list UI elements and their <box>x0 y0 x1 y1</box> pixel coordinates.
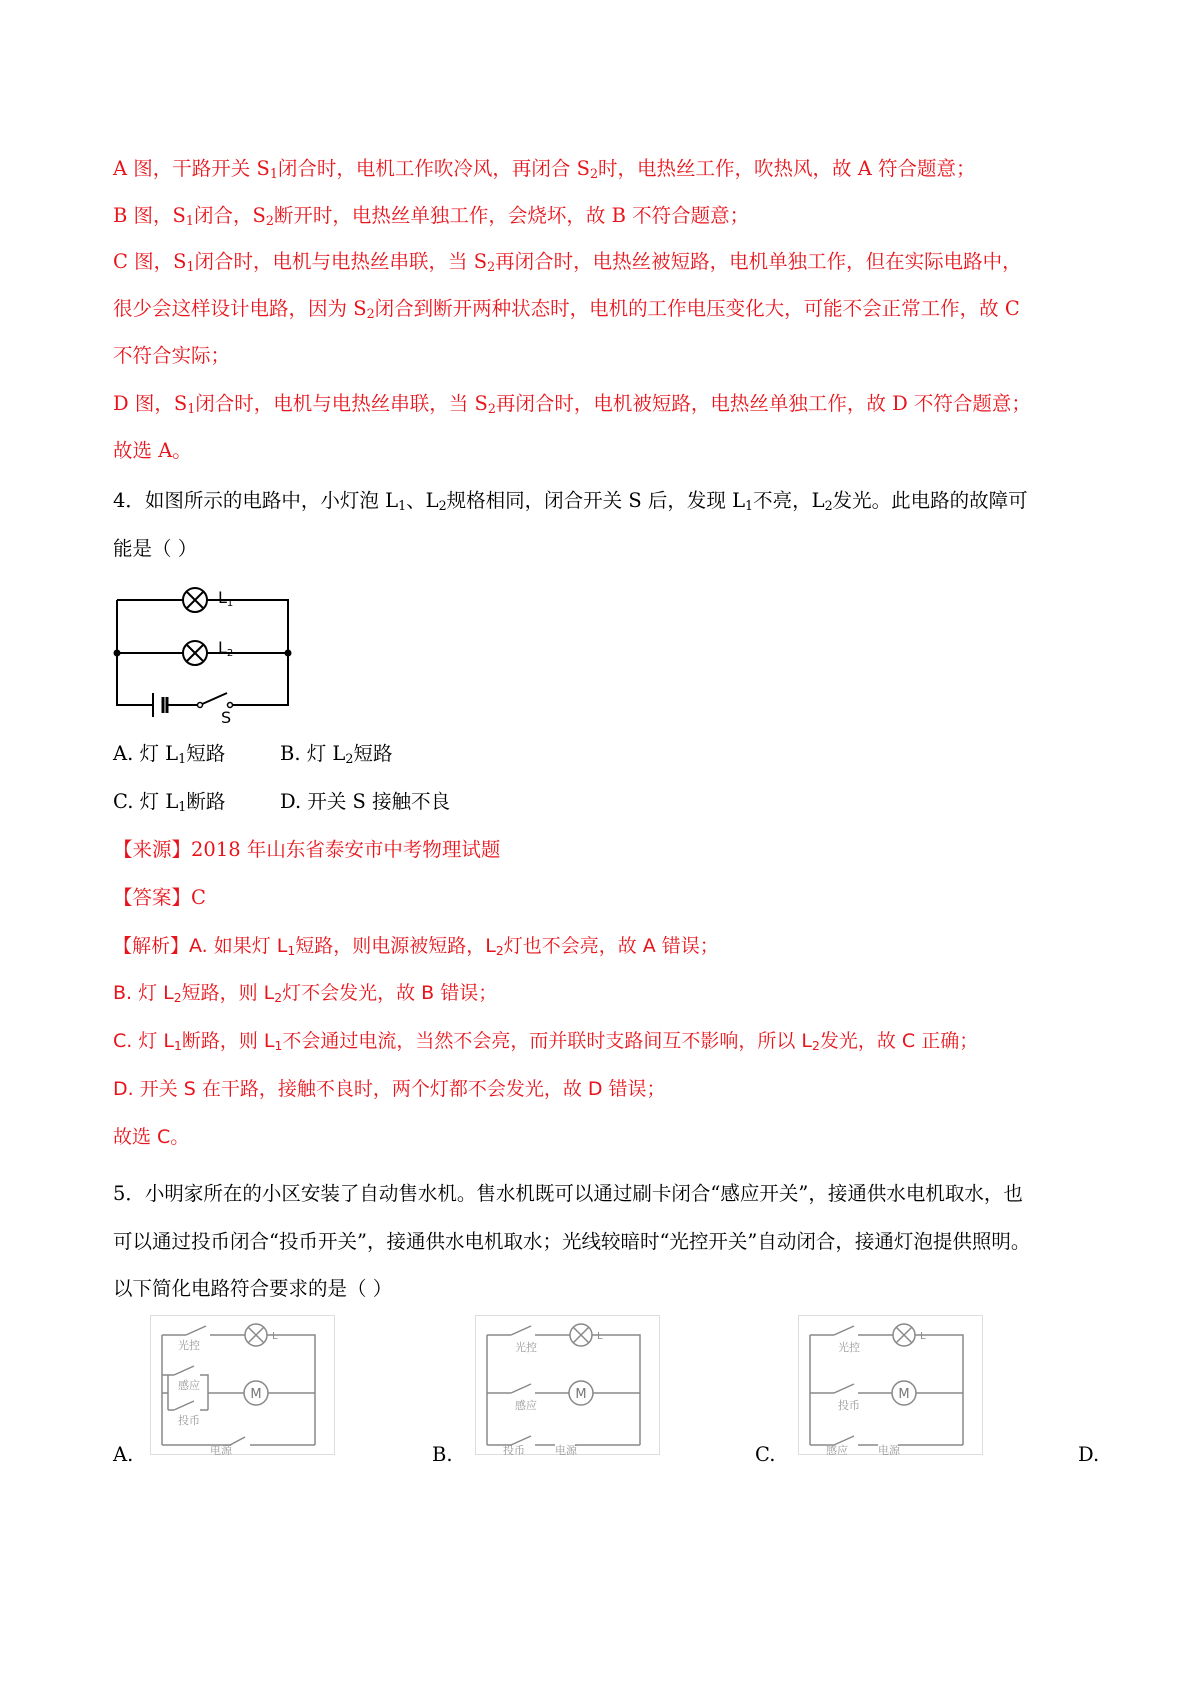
q3-analysis-d: D 图，$S_1$闭合时，电机与电热丝串联，当 $S_2$再闭合时，电机被短路，电热丝单独工作，故 D 不符合题意； <box>113 392 1031 417</box>
svg-text:L: L <box>920 1331 926 1342</box>
q5a-lamp-icon <box>245 1324 267 1346</box>
svg-text:投币: 投币 <box>503 1444 525 1455</box>
svg-text:光控: 光控 <box>515 1341 537 1354</box>
svg-text:感应: 感应 <box>826 1444 848 1455</box>
q3-analysis-c-3: 不符合实际； <box>113 344 231 367</box>
q5-stem-2: 可以通过投币闭合“投币开关”，接通供水电机取水；光线较暗时“光控开关”自动闭合，接通灯泡提供照明。 <box>113 1230 1031 1253</box>
q4-stem-2: 能是（ ） <box>113 537 198 560</box>
q4-option-d: D. 开关 S 接触不良 <box>280 790 451 813</box>
q5-option-b-label: B. <box>432 1443 453 1466</box>
q3-analysis-c-2: 很少会这样设计电路，因为 $S_2$闭合到断开两种状态时，电机的工作电压变化大，可能不会正常工作，故 C <box>113 297 1020 322</box>
svg-text:投币: 投币 <box>838 1399 860 1412</box>
q4-conclusion: 故选 C。 <box>113 1126 190 1148</box>
svg-text:M: M <box>250 1387 262 1402</box>
q5-option-a-label: A. <box>113 1443 134 1466</box>
battery-icon <box>153 693 167 717</box>
q4-option-c: C. 灯 $L_1$断路 <box>113 790 226 815</box>
svg-text:感应: 感应 <box>515 1399 537 1412</box>
lamp-l1-icon <box>183 588 207 612</box>
svg-text:M: M <box>575 1387 587 1402</box>
q3-analysis-a: A 图，干路开关 $S_1$闭合时，电机工作吹冷风，再闭合 $S_2$时，电热丝工作，吹热风，故 A 符合题意； <box>113 157 976 182</box>
lamp-l1-label: L1 <box>218 588 234 609</box>
q5-stem-1: 5．小明家所在的小区安装了自动售水机。售水机既可以通过刷卡闭合“感应开关”，接通供水电机取水，也 <box>113 1182 1023 1205</box>
svg-text:光控: 光控 <box>178 1339 200 1352</box>
q5-option-b-diagram <box>475 1315 660 1455</box>
svg-text:电源: 电源 <box>210 1444 232 1455</box>
q4-option-a: A. 灯 $L_1$短路 <box>113 742 226 767</box>
q5-option-a-diagram <box>150 1315 335 1455</box>
lamp-l2-icon <box>183 641 207 665</box>
q4-option-b: B. 灯 $L_2$短路 <box>280 742 393 767</box>
q4-analysis-a: 【解析】A. 如果灯 $L_1$短路，则电源被短路，$L_2$灯也不会亮，故 A 错误； <box>113 935 719 959</box>
q5-stem-3: 以下简化电路符合要求的是（ ） <box>113 1277 393 1300</box>
q5-option-d-label: D. <box>1078 1443 1100 1466</box>
svg-text:电源: 电源 <box>878 1444 900 1455</box>
q3-analysis-b: B 图，$S_1$闭合，$S_2$断开时，电热丝单独工作，会烧坏，故 B 不符合题意； <box>113 204 750 229</box>
svg-text:L: L <box>597 1331 603 1342</box>
q3-conclusion: 故选 A。 <box>113 439 192 462</box>
switch-label: S <box>221 708 232 725</box>
q3-analysis-c-1: C 图，$S_1$闭合时，电机与电热丝串联，当 $S_2$再闭合时，电热丝被短路，电机单独工作，但在实际电路中， <box>113 250 1022 275</box>
q4-circuit-diagram <box>105 575 305 725</box>
svg-text:光控: 光控 <box>838 1341 860 1354</box>
svg-text:电源: 电源 <box>555 1444 577 1455</box>
q4-stem-1: 4．如图所示的电路中，小灯泡 $L_1$、$L_2$规格相同，闭合开关 S 后，发现 $L_1$不亮，$L_2$发光。此电路的故障可 <box>113 489 1028 514</box>
q4-source: 【来源】2018 年山东省泰安市中考物理试题 <box>113 838 501 861</box>
svg-text:感应: 感应 <box>178 1379 200 1392</box>
q4-analysis-d: D. 开关 S 在干路，接触不良时，两个灯都不会发光，故 D 错误； <box>113 1078 666 1100</box>
q5-option-c-diagram <box>798 1315 983 1455</box>
q4-analysis-c: C. 灯 $L_1$断路，则 $L_1$不会通过电流，当然不会亮，而并联时支路间互不影响，所以 $L_2$发光，故 C 正确； <box>113 1030 979 1054</box>
svg-text:投币: 投币 <box>178 1414 200 1427</box>
q5-option-c-label: C. <box>755 1443 776 1466</box>
q5b-lamp-icon <box>570 1324 592 1346</box>
lamp-l2-label: L2 <box>218 638 234 659</box>
svg-text:L: L <box>272 1331 278 1342</box>
q5c-lamp-icon <box>893 1324 915 1346</box>
q4-analysis-b: B. 灯 $L_2$短路，则 $L_2$灯不会发光，故 B 错误； <box>113 982 498 1006</box>
svg-text:M: M <box>898 1387 910 1402</box>
q4-answer: 【答案】C <box>113 886 206 909</box>
